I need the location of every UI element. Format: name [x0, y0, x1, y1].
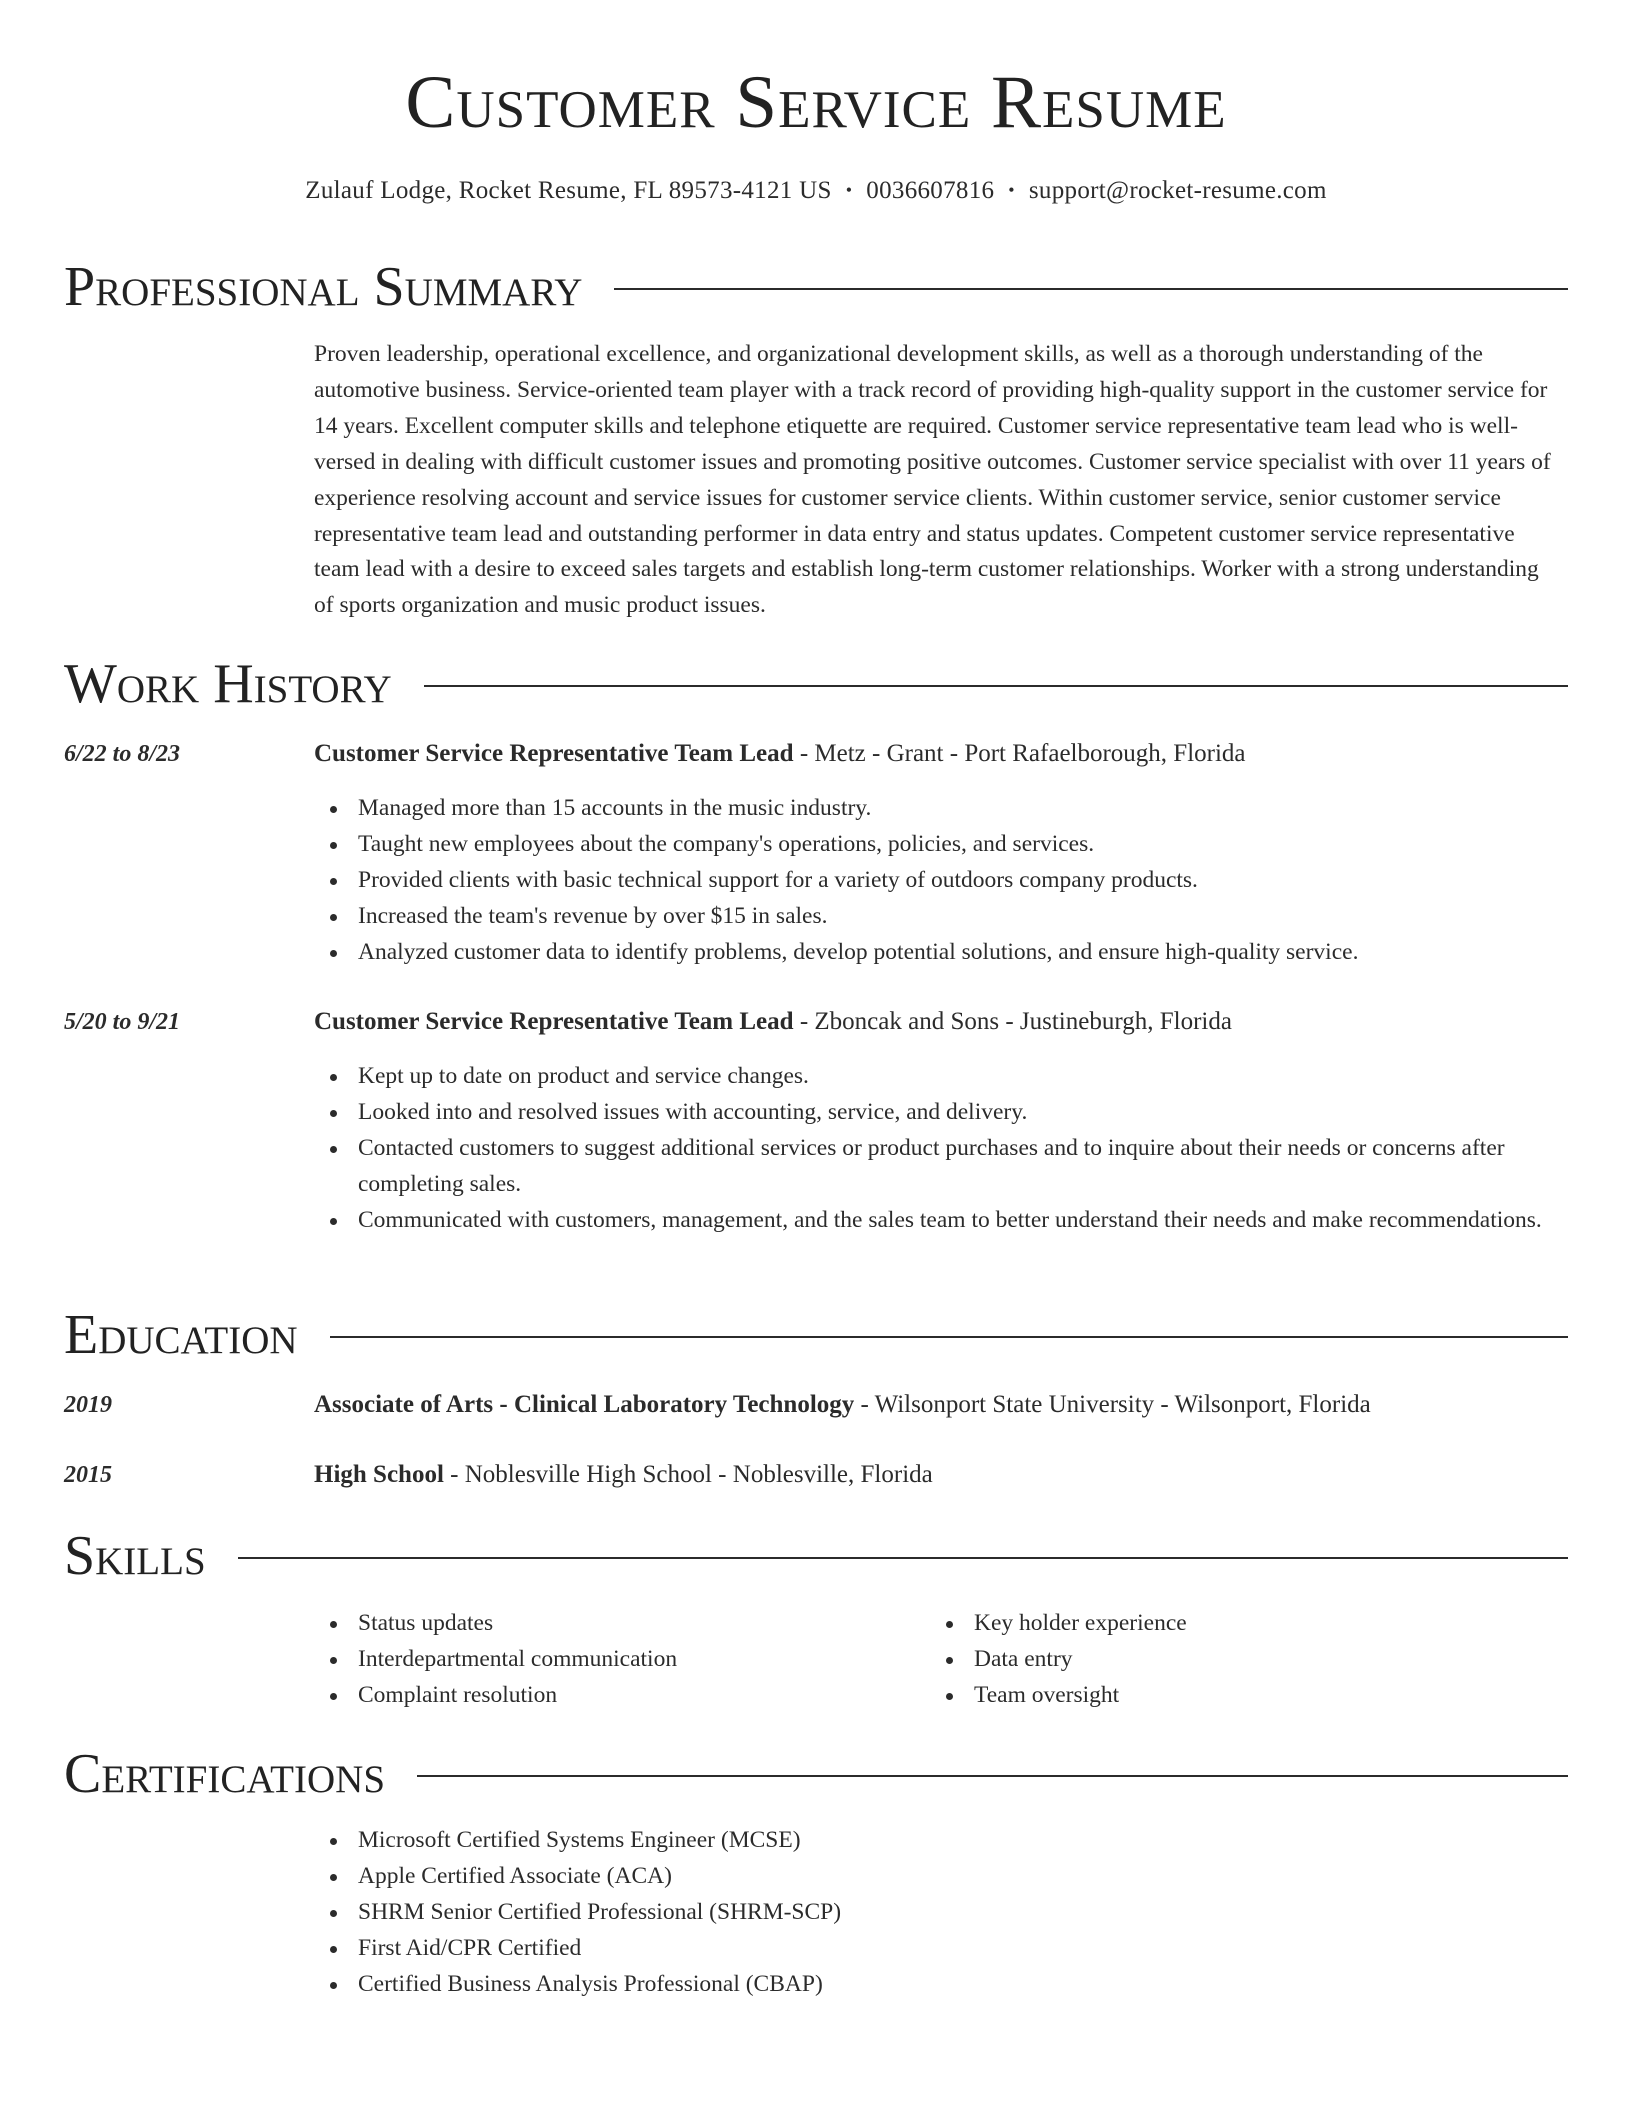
job-heading [314, 737, 1246, 771]
job-bullet: Kept up to date on product and service changes. [314, 1059, 1564, 1095]
job-details: - Metz - Grant - Port Rafaelborough, Florida [793, 740, 1246, 767]
job-bullet: Managed more than 15 accounts in the music industry. [314, 791, 1564, 827]
certification-item: Certified Business Analysis Professional (CBAP) [314, 1967, 1564, 2003]
resume-title: Customer Service Resume [405, 61, 1227, 144]
contact-separator: • [845, 180, 853, 200]
section-header-education [64, 1300, 1568, 1370]
job-bullet: Analyzed customer data to identify problems, develop potential solutions, and ensure high-quality service. [314, 935, 1564, 971]
job-bullet: Increased the team's revenue by over $15 in sales. [314, 899, 1564, 935]
section-title-skills: Skills [64, 1525, 206, 1587]
education-degree: Associate of Arts - Clinical Laboratory Technology [314, 1391, 855, 1418]
skills-column-1 [314, 1606, 914, 1714]
education-year: 2019 [64, 1392, 112, 1418]
section-header-summary [64, 252, 1568, 322]
skills-column-2 [930, 1606, 1530, 1714]
job-heading [314, 1005, 1232, 1039]
section-title-summary: Professional Summary [64, 256, 583, 318]
section-divider [424, 685, 1568, 687]
summary-text: Proven leadership, operational excellence, and organizational development skills, as well as a thorough understanding of the automotive business. Service-oriented team player with a track record of providing high-quality support in the customer service for 14 years. Excellent computer skills and telephone etiquette are required. Customer service representative team lead who is well-versed in dealing with difficult customer issues and promoting positive outcomes. Customer service specialist with over 11 years of experience resolving account and service issues for customer service clients. Within customer service, senior customer service representative team lead and outstanding performer in data entry and status updates. Competent customer service representative team lead with a desire to exceed sales targets and establish long-term customer relationships. Worker with a strong understanding of sports organization and music product issues. [314, 341, 1551, 619]
section-divider [614, 288, 1568, 290]
certification-item: Apple Certified Associate (ACA) [314, 1859, 1564, 1895]
education-details: - Wilsonport State University - Wilsonport, Florida [854, 1391, 1371, 1418]
skill-item: Key holder experience [930, 1606, 1530, 1642]
contact-address: Zulauf Lodge, Rocket Resume, FL 89573-4121 US [305, 177, 832, 204]
section-header-certifications [64, 1739, 1568, 1809]
job-position: Customer Service Representative Team Lead [314, 1008, 794, 1035]
education-year: 2015 [64, 1462, 112, 1488]
contact-phone: 0036607816 [866, 177, 995, 204]
job-bullet: Looked into and resolved issues with accounting, service, and delivery. [314, 1095, 1564, 1131]
job-position: Customer Service Representative Team Lead [314, 740, 794, 767]
section-title-education: Education [64, 1304, 298, 1366]
job-bullet: Communicated with customers, management, and the sales team to better understand their needs and make recommendations. [314, 1203, 1564, 1239]
education-heading [314, 1388, 1371, 1422]
contact-line [0, 174, 1632, 207]
section-divider [417, 1775, 1568, 1777]
education-details: - Noblesville High School - Noblesville, Florida [443, 1461, 933, 1488]
section-title-work-history: Work History [64, 653, 392, 715]
skill-item: Data entry [930, 1642, 1530, 1678]
skill-item: Status updates [314, 1606, 914, 1642]
education-degree: High School [314, 1461, 444, 1488]
section-divider [330, 1336, 1568, 1338]
section-title-certifications: Certifications [64, 1743, 386, 1805]
job-bullets-2 [314, 1059, 1564, 1239]
certifications-list [314, 1823, 1564, 2003]
job-bullet: Provided clients with basic technical support for a variety of outdoors company products. [314, 863, 1564, 899]
skill-item: Team oversight [930, 1678, 1530, 1714]
job-details: - Zboncak and Sons - Justineburgh, Florida [793, 1008, 1232, 1035]
section-header-work-history [64, 649, 1568, 719]
job-bullets-1 [314, 791, 1564, 971]
job-bullet: Contacted customers to suggest additional services or product purchases and to inquire about their needs or concerns after completing sales. [314, 1131, 1564, 1203]
job-dates: 5/20 to 9/21 [64, 1009, 181, 1035]
contact-separator: • [1008, 180, 1015, 200]
certification-item: SHRM Senior Certified Professional (SHRM-SCP) [314, 1895, 1564, 1931]
certification-item: Microsoft Certified Systems Engineer (MCSE) [314, 1823, 1564, 1859]
skill-item: Interdepartmental communication [314, 1642, 914, 1678]
education-heading [314, 1458, 933, 1492]
skill-item: Complaint resolution [314, 1678, 914, 1714]
contact-email[interactable]: support@rocket-resume.com [1028, 177, 1327, 204]
section-divider [238, 1557, 1568, 1559]
certification-item: First Aid/CPR Certified [314, 1931, 1564, 1967]
section-header-skills [64, 1521, 1568, 1591]
job-bullet: Taught new employees about the company's operations, policies, and services. [314, 827, 1564, 863]
job-dates: 6/22 to 8/23 [64, 741, 181, 767]
